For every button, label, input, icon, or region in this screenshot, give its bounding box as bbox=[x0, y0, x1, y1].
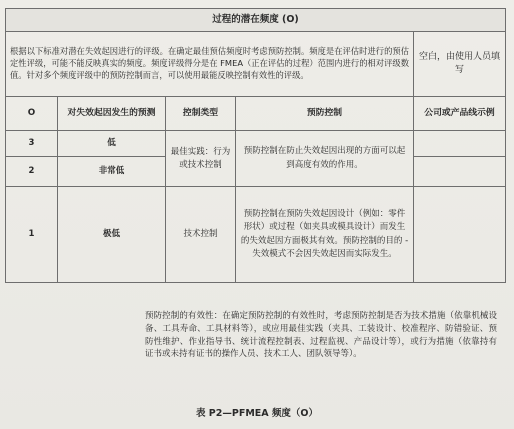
company-example-cell bbox=[414, 157, 506, 187]
table-caption: 表 P2—PFMEA 频度（O） bbox=[195, 408, 318, 419]
header-control-type: 控制类型 bbox=[166, 97, 236, 131]
row-frequency: 极低 bbox=[58, 187, 166, 283]
prevention-best-practice: 预防控制在防止失效起因出现的方面可以起到高度有效的作用。 bbox=[236, 131, 414, 187]
occurrence-table bbox=[5, 8, 506, 283]
row-o-value: 2 bbox=[6, 157, 58, 187]
table-description: 根据以下标准对潜在失效起因进行的评级。在确定最佳预估频度时考虑预防控制。频度是在评估时进行的预估定性评级，可能不能反映真实的频度。频度评级得分是在 FMEA（正在评估的过程）范围内进行的相对评级数值。针对多个频度评级中的预防控制而言，可以使用最能反映控制有效性的评级。 bbox=[6, 32, 414, 97]
table-title: 过程的潜在频度 (O) bbox=[6, 9, 506, 32]
row-o-value: 3 bbox=[6, 131, 58, 157]
table-row bbox=[6, 131, 506, 157]
header-o: O bbox=[6, 97, 58, 131]
table-row bbox=[6, 187, 506, 283]
effectiveness-note: 预防控制的有效性：在确定预防控制的有效性时，考虑预防控制是否为技术措施（依靠机械设备、工具寿命、工具材料等），或应用最佳实践（夹具、工装设计、校准程序、防错验证、预防性维护、作业指导书、统计流程控制表、过程监视、产品设计等），或行为措施（依靠持有证书或未持有证书的操作人员、技术工人、团队领导等）。 bbox=[145, 311, 497, 360]
row-frequency: 低 bbox=[58, 131, 166, 157]
prevention-technical: 预防控制在预防失效起因设计（例如：零件形状）或过程（如夹具或模具设计）而发生的失效起因方面极其有效。预防控制的目的 - 失效模式不会因失效起因而实际发生。 bbox=[236, 187, 414, 283]
company-example-cell bbox=[414, 187, 506, 283]
side-note: 空白，由使用人员填写 bbox=[414, 32, 506, 97]
company-example-cell bbox=[414, 131, 506, 157]
row-frequency: 非常低 bbox=[58, 157, 166, 187]
header-company-example: 公司或产品线示例 bbox=[414, 97, 506, 131]
header-prediction: 对失效起因发生的预测 bbox=[58, 97, 166, 131]
control-type-best-practice: 最佳实践：行为或技术控制 bbox=[166, 131, 236, 187]
row-o-value: 1 bbox=[6, 187, 58, 283]
header-prevention: 预防控制 bbox=[236, 97, 414, 131]
control-type-technical: 技术控制 bbox=[166, 187, 236, 283]
